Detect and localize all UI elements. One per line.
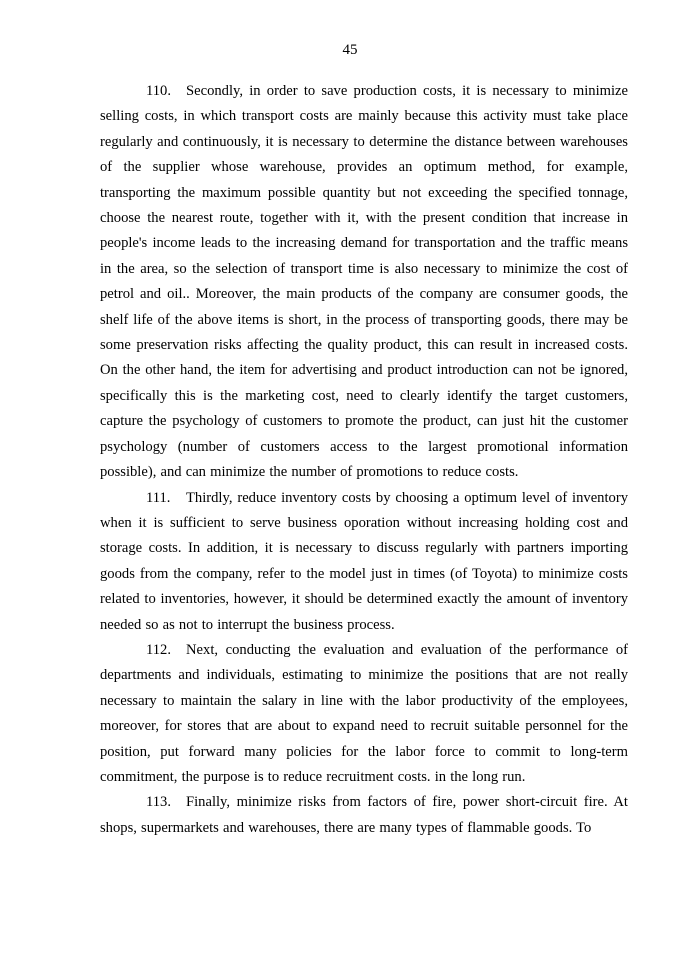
page-number: 45 (342, 42, 358, 58)
paragraph-111 (100, 486, 628, 638)
paragraph-number: 112. (146, 641, 171, 658)
paragraph-number: 113. (146, 794, 171, 811)
paragraph-text: Secondly, in order to save production costs, it is necessary to minimize selling costs, in which transport costs are mainly because this activity must take place regularly and continuously, it is necessary to determine the distance between warehouses of the supplier whose warehouse, provides an optimum method, for example, transporting the maximum possible quantity but not exceeding the specified tonnage, choose the nearest route, together with it, with the present condition that increase in people's income leads to the increasing demand for transportation and the traffic means in the area, so the selection of transport time is also necessary to minimize the cost of petrol and oil.. Moreover, the main products of the company are consumer goods, the shelf life of the above items is short, in the process of transporting goods, there may be some preservation risks affecting the quality product, this can result in increased costs. On the other hand, the item for advertising and product introduction can not be ignored, specifically this is the marketing cost, need to clearly identify the target customers, capture the psychology of customers to promote the product, can just hit the customer psychology (number of customers access to the largest promotional information possible), and can minimize the number of promotions to reduce costs. (100, 83, 628, 481)
paragraph-number: 111. (146, 489, 171, 506)
paragraph-text: Finally, minimize risks from factors of fire, power short-circuit fire. At shops, supermarkets and warehouses, there are many types of flammable goods. To (100, 794, 628, 836)
paragraph-112 (100, 638, 628, 790)
paragraph-text: Next, conducting the evaluation and evaluation of the performance of departments and individuals, estimating to minimize the positions that are not really necessary to maintain the salary in line with the labor productivity of the employees, moreover, for stores that are about to expand need to recruit suitable personnel for the position, put forward many policies for the labor force to commit to long-term commitment, the purpose is to reduce recruitment costs. in the long run. (100, 641, 628, 785)
paragraph-110 (100, 79, 628, 486)
paragraph-number: 110. (146, 83, 171, 99)
body-text (100, 79, 628, 841)
paragraph-113 (100, 790, 628, 841)
paragraph-text: Thirdly, reduce inventory costs by choosing a optimum level of inventory when it is sufficient to serve business oporation without increasing holding cost and storage costs. In addition, it is necessary to discuss regularly with partners importing goods from the company, refer to the model just in times (of Toyota) to minimize costs related to inventories, however, it should be determined exactly the amount of inventory needed so as not to interrupt the business process. (100, 489, 628, 633)
